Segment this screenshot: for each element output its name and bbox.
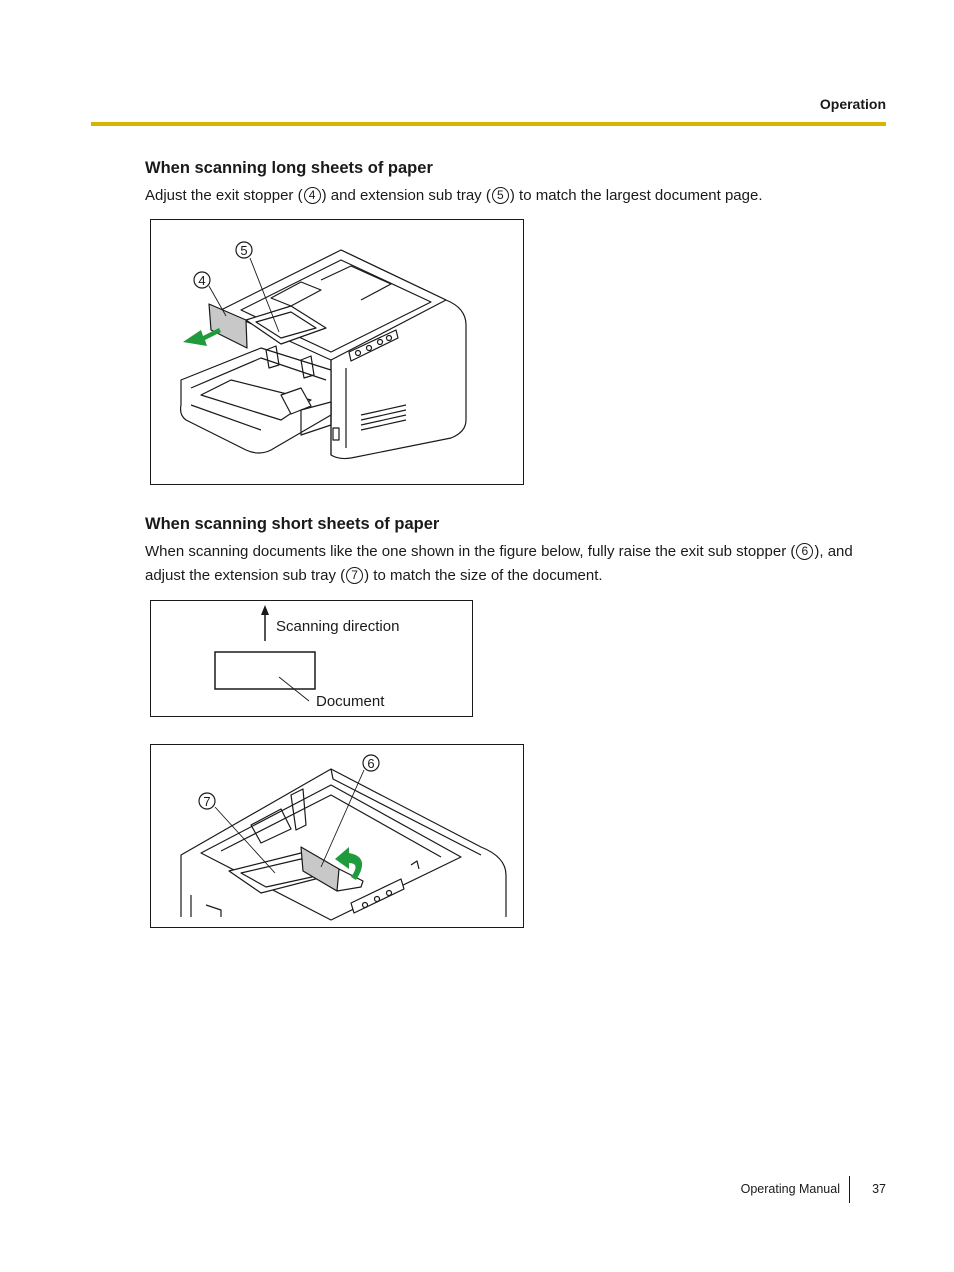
short-sheets-text: When scanning documents like the one shown in the figure below, fully raise the exit sub stopper ( 6 ), and adjust the extension sub tray ( 7 ) to match the size of the document. bbox=[145, 543, 853, 584]
section-title: Operation bbox=[819, 96, 886, 112]
ref-4: 4 bbox=[304, 187, 321, 204]
footer-manual: Operating Manual bbox=[740, 1182, 840, 1196]
scanner-short-figure bbox=[150, 744, 524, 928]
ref-6: 6 bbox=[796, 543, 813, 560]
scanner-long-figure bbox=[150, 219, 524, 485]
direction-diagram bbox=[151, 601, 472, 716]
ref-7: 7 bbox=[346, 567, 363, 584]
footer-separator bbox=[849, 1176, 850, 1203]
document-label: Document bbox=[316, 693, 385, 710]
document-rect bbox=[215, 652, 315, 689]
callout-4: 4 bbox=[198, 273, 206, 288]
callout-7: 7 bbox=[203, 794, 211, 809]
callout-5: 5 bbox=[240, 243, 248, 258]
scanning-direction-label: Scanning direction bbox=[276, 618, 400, 635]
long-sheets-heading: When scanning long sheets of paper bbox=[145, 159, 433, 177]
page-number: 37 bbox=[872, 1182, 886, 1196]
header-rule bbox=[91, 122, 886, 126]
scanner-short-illustration bbox=[151, 745, 523, 927]
scanner-long-illustration bbox=[151, 220, 523, 484]
ref-5: 5 bbox=[492, 187, 509, 204]
document-direction-figure bbox=[150, 600, 473, 717]
long-sheets-text: Adjust the exit stopper ( 4 ) and extension sub tray ( 5 ) to match the largest document page. bbox=[145, 187, 763, 204]
callout-6: 6 bbox=[367, 756, 375, 771]
arrow-up-icon bbox=[261, 605, 269, 615]
short-sheets-heading: When scanning short sheets of paper bbox=[145, 515, 440, 533]
pull-arrow-icon bbox=[183, 328, 221, 346]
